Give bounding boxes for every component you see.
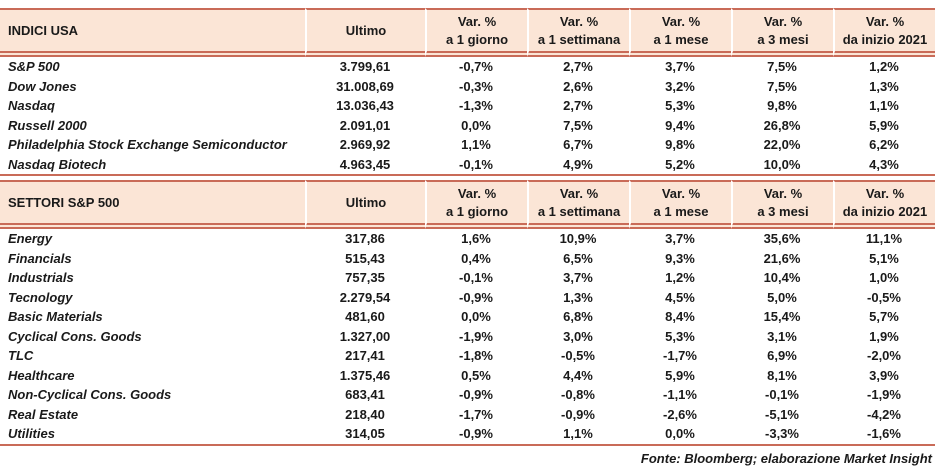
- indici-usa-header: [0, 8, 935, 57]
- value-cell: 2.091,01: [339, 117, 391, 133]
- value-cell: -0,9%: [561, 406, 595, 422]
- row-label: Healthcare: [8, 367, 75, 383]
- var-period-label: a 1 giorno: [445, 31, 509, 47]
- value-cell: 515,43: [345, 250, 385, 266]
- value-cell: 35,6%: [763, 231, 801, 246]
- value-cell: 2,6%: [563, 78, 593, 94]
- value-cell: 0,4%: [461, 250, 491, 266]
- row-label: Basic Materials: [8, 309, 103, 324]
- var-period-label: da inizio 2021: [842, 31, 928, 47]
- table-row: [0, 288, 935, 308]
- row-label: Cyclical Cons. Goods: [8, 328, 142, 344]
- value-cell: 2,7%: [563, 98, 593, 113]
- var-label: Var. %: [661, 185, 701, 201]
- value-cell: 13.036,43: [336, 98, 394, 113]
- var-label: Var. %: [457, 13, 497, 29]
- column-header-ultimo: Ultimo: [305, 8, 425, 57]
- value-cell: -1,7%: [663, 348, 697, 363]
- value-cell: 4,5%: [665, 289, 695, 305]
- value-cell: -2,6%: [663, 406, 697, 422]
- value-cell: 11,1%: [865, 231, 903, 246]
- var-label: Var. %: [865, 185, 905, 201]
- table-row: [0, 424, 935, 446]
- settori-sp500-header: [0, 180, 935, 229]
- value-cell: 1,1%: [869, 98, 899, 113]
- value-cell: -4,2%: [867, 406, 901, 422]
- table-row: [0, 366, 935, 386]
- table-row: [0, 135, 935, 155]
- indici-usa-body: [0, 57, 935, 176]
- var-period-label: a 1 settimana: [537, 31, 621, 47]
- value-cell: -1,3%: [459, 98, 493, 113]
- value-cell: -0,9%: [425, 424, 527, 446]
- table-row: [0, 57, 935, 77]
- row-label: Real Estate: [8, 406, 79, 422]
- header-row: [0, 180, 935, 229]
- value-cell: -0,3%: [459, 78, 493, 94]
- var-label: Var. %: [457, 185, 497, 201]
- value-cell: 31.008,69: [336, 78, 394, 94]
- value-cell: 8,4%: [665, 309, 695, 324]
- value-cell: 4,3%: [833, 155, 935, 177]
- value-cell: 0,0%: [629, 424, 731, 446]
- value-cell: 3,7%: [563, 270, 593, 285]
- value-cell: -2,0%: [867, 348, 901, 363]
- value-cell: 4,4%: [563, 367, 593, 383]
- var-label: Var. %: [865, 13, 905, 29]
- value-cell: 7,5%: [563, 117, 593, 133]
- table-row: [0, 155, 935, 177]
- var-period-label: a 1 giorno: [445, 203, 509, 219]
- value-cell: 1,6%: [461, 231, 491, 246]
- value-cell: 5,1%: [869, 250, 899, 266]
- var-period-label: a 3 mesi: [757, 203, 809, 219]
- value-cell: 15,4%: [763, 309, 801, 324]
- value-cell: 5,0%: [767, 289, 797, 305]
- source-note: Fonte: Bloomberg; elaborazione Market Insight: [640, 450, 932, 466]
- table-row: [0, 96, 935, 116]
- var-period-label: a 1 settimana: [537, 203, 621, 219]
- value-cell: 683,41: [345, 387, 385, 402]
- value-cell: 6,8%: [563, 309, 593, 324]
- value-cell: 1,0%: [869, 270, 899, 285]
- row-label: Philadelphia Stock Exchange Semiconductor: [8, 137, 287, 152]
- value-cell: 3,9%: [869, 367, 899, 383]
- row-label: Energy: [8, 231, 53, 246]
- value-cell: -0,1%: [765, 387, 799, 402]
- value-cell: 314,05: [305, 424, 425, 446]
- value-cell: 1,2%: [665, 270, 695, 285]
- value-cell: 317,86: [345, 231, 385, 246]
- column-header-var-3-mesi: [731, 180, 833, 229]
- value-cell: 3,0%: [563, 328, 593, 344]
- value-cell: 5,3%: [665, 98, 695, 113]
- value-cell: 2,7%: [563, 59, 593, 74]
- column-header-var-1-settimana: [527, 180, 629, 229]
- column-header-var-1-mese: [629, 180, 731, 229]
- row-label: S&P 500: [8, 59, 60, 74]
- value-cell: -1,1%: [663, 387, 697, 402]
- table-row: [0, 327, 935, 347]
- section-title-settori-sp500: SETTORI S&P 500: [0, 180, 305, 229]
- value-cell: 1,3%: [869, 78, 899, 94]
- value-cell: 7,5%: [767, 78, 797, 94]
- value-cell: 3,7%: [665, 59, 695, 74]
- value-cell: 4,9%: [527, 155, 629, 177]
- column-header-var-1-settimana: [527, 8, 629, 57]
- value-cell: -0,9%: [459, 289, 493, 305]
- value-cell: 3,1%: [767, 328, 797, 344]
- var-period-label: da inizio 2021: [842, 203, 928, 219]
- table-row: [0, 307, 935, 327]
- value-cell: 22,0%: [763, 137, 801, 152]
- value-cell: 21,6%: [763, 250, 801, 266]
- var-period-label: a 1 mese: [653, 31, 709, 47]
- value-cell: -0,5%: [867, 289, 901, 305]
- value-cell: 9,3%: [665, 250, 695, 266]
- value-cell: -0,9%: [459, 387, 493, 402]
- value-cell: 5,9%: [665, 367, 695, 383]
- value-cell: -1,9%: [459, 328, 493, 344]
- value-cell: 217,41: [345, 348, 385, 363]
- table-row: [0, 229, 935, 249]
- value-cell: 7,5%: [767, 59, 797, 74]
- row-label: Dow Jones: [8, 78, 77, 94]
- value-cell: -1,6%: [833, 424, 935, 446]
- value-cell: 1.375,46: [339, 367, 391, 383]
- column-header-var-1-giorno: [425, 8, 527, 57]
- var-label: Var. %: [559, 185, 599, 201]
- value-cell: 1,1%: [527, 424, 629, 446]
- value-cell: 6,9%: [767, 348, 797, 363]
- value-cell: -0,7%: [459, 59, 493, 74]
- value-cell: 3.799,61: [339, 59, 391, 74]
- var-label: Var. %: [763, 13, 803, 29]
- value-cell: -5,1%: [765, 406, 799, 422]
- row-label: Financials: [8, 250, 72, 266]
- var-label: Var. %: [661, 13, 701, 29]
- table-row: [0, 385, 935, 405]
- value-cell: 4.963,45: [305, 155, 425, 177]
- row-label: Tecnology: [8, 289, 73, 305]
- column-header-var-1-giorno: [425, 180, 527, 229]
- table-row: [0, 346, 935, 366]
- table-row: [0, 249, 935, 269]
- value-cell: 5,3%: [665, 328, 695, 344]
- header-row: [0, 8, 935, 57]
- value-cell: 757,35: [345, 270, 385, 285]
- value-cell: 6,5%: [563, 250, 593, 266]
- value-cell: 9,4%: [665, 117, 695, 133]
- row-label: Russell 2000: [8, 117, 87, 133]
- row-label: Industrials: [8, 270, 74, 285]
- value-cell: 0,0%: [461, 117, 491, 133]
- value-cell: -0,1%: [425, 155, 527, 177]
- row-label: Non-Cyclical Cons. Goods: [8, 387, 172, 402]
- indici-usa-table: [0, 8, 935, 176]
- value-cell: -3,3%: [731, 424, 833, 446]
- value-cell: 3,2%: [665, 78, 695, 94]
- value-cell: 10,0%: [731, 155, 833, 177]
- var-period-label: a 1 mese: [653, 203, 709, 219]
- var-period-label: a 3 mesi: [757, 31, 809, 47]
- table-row: [0, 268, 935, 288]
- value-cell: 1,9%: [869, 328, 899, 344]
- row-label: TLC: [8, 348, 34, 363]
- value-cell: 1,3%: [563, 289, 593, 305]
- table-row: [0, 77, 935, 97]
- value-cell: -0,8%: [561, 387, 595, 402]
- settori-sp500-table: [0, 180, 935, 446]
- value-cell: 2.279,54: [339, 289, 391, 305]
- value-cell: 6,7%: [563, 137, 593, 152]
- value-cell: 2.969,92: [339, 137, 391, 152]
- value-cell: 218,40: [345, 406, 385, 422]
- value-cell: -0,5%: [561, 348, 595, 363]
- value-cell: 10,9%: [559, 231, 597, 246]
- value-cell: -0,1%: [459, 270, 493, 285]
- value-cell: 9,8%: [665, 137, 695, 152]
- value-cell: 0,0%: [461, 309, 491, 324]
- value-cell: 10,4%: [763, 270, 801, 285]
- value-cell: 481,60: [345, 309, 385, 324]
- column-header-var-inizio-2021: [833, 180, 935, 229]
- table-row: [0, 116, 935, 136]
- column-header-var-inizio-2021: [833, 8, 935, 57]
- value-cell: 1.327,00: [339, 328, 391, 344]
- settori-sp500-body: [0, 229, 935, 446]
- value-cell: -1,7%: [459, 406, 493, 422]
- row-label: Nasdaq Biotech: [0, 155, 305, 177]
- value-cell: 5,9%: [869, 117, 899, 133]
- column-header-var-3-mesi: [731, 8, 833, 57]
- value-cell: 1,1%: [461, 137, 491, 152]
- value-cell: -1,8%: [459, 348, 493, 363]
- row-label: Nasdaq: [8, 98, 55, 113]
- var-label: Var. %: [559, 13, 599, 29]
- value-cell: 8,1%: [767, 367, 797, 383]
- value-cell: 6,2%: [869, 137, 899, 152]
- column-header-ultimo: Ultimo: [305, 180, 425, 229]
- value-cell: 1,2%: [869, 59, 899, 74]
- value-cell: 5,2%: [629, 155, 731, 177]
- value-cell: 5,7%: [869, 309, 899, 324]
- column-header-var-1-mese: [629, 8, 731, 57]
- value-cell: 3,7%: [665, 231, 695, 246]
- value-cell: 26,8%: [763, 117, 801, 133]
- table-row: [0, 405, 935, 425]
- section-title-indici-usa: INDICI USA: [0, 8, 305, 57]
- value-cell: 0,5%: [461, 367, 491, 383]
- row-label: Utilities: [0, 424, 305, 446]
- value-cell: -1,9%: [867, 387, 901, 402]
- value-cell: 9,8%: [767, 98, 797, 113]
- var-label: Var. %: [763, 185, 803, 201]
